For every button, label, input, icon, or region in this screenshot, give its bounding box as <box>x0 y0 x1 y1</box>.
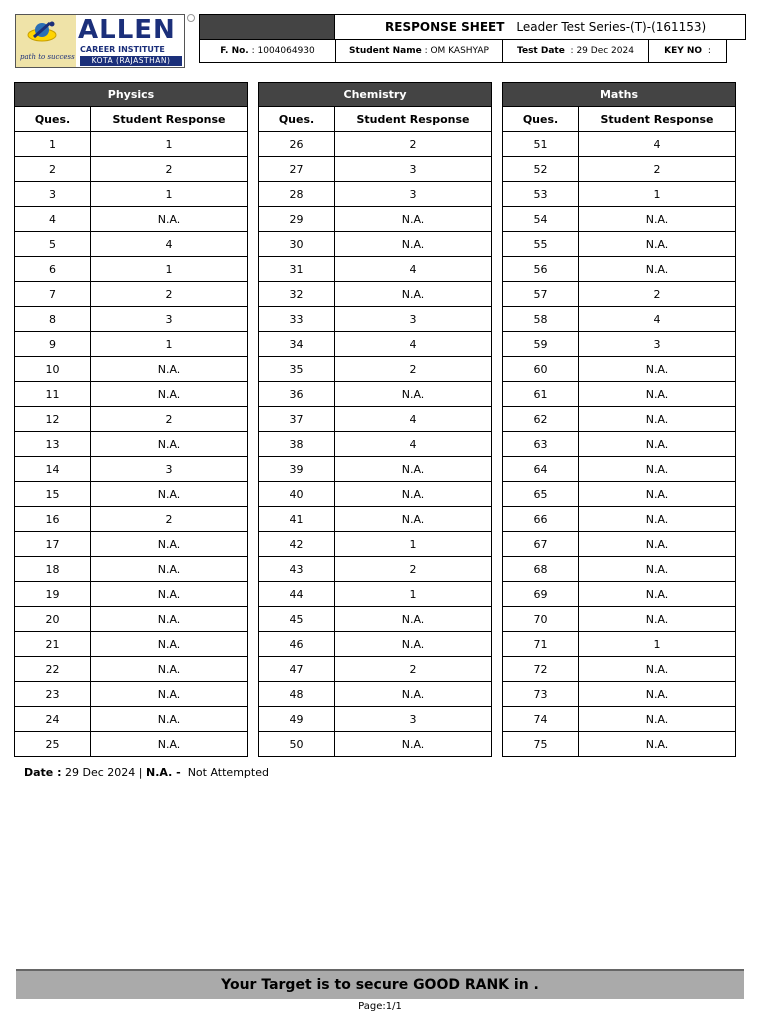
table-row <box>503 232 736 257</box>
student-response: N.A. <box>579 707 736 732</box>
table-row <box>259 682 492 707</box>
question-number: 71 <box>503 632 579 657</box>
student-response: N.A. <box>579 232 736 257</box>
question-number: 15 <box>15 482 91 507</box>
question-number: 72 <box>503 657 579 682</box>
student-response: N.A. <box>579 407 736 432</box>
response-header: Student Response <box>579 107 736 132</box>
table-row <box>503 607 736 632</box>
student-response: N.A. <box>335 732 492 757</box>
header-info-row <box>199 40 727 63</box>
student-response: 4 <box>579 132 736 157</box>
student-response: 4 <box>91 232 248 257</box>
student-response: 2 <box>335 557 492 582</box>
student-response: 2 <box>335 132 492 157</box>
table-row <box>15 232 248 257</box>
ques-header: Ques. <box>15 107 91 132</box>
question-number: 65 <box>503 482 579 507</box>
subject-title: Maths <box>503 83 736 107</box>
question-number: 27 <box>259 157 335 182</box>
student-response: N.A. <box>579 382 736 407</box>
question-number: 56 <box>503 257 579 282</box>
table-row <box>259 607 492 632</box>
student-response: N.A. <box>91 357 248 382</box>
student-response: 1 <box>335 582 492 607</box>
question-number: 47 <box>259 657 335 682</box>
legend-date: 29 Dec 2024 <box>65 766 136 779</box>
table-row <box>259 582 492 607</box>
footer-banner: Your Target is to secure GOOD RANK in . <box>16 971 744 999</box>
table-row <box>503 582 736 607</box>
table-row <box>259 382 492 407</box>
student-response: 4 <box>335 332 492 357</box>
table-row <box>15 482 248 507</box>
question-number: 19 <box>15 582 91 607</box>
table-row <box>15 282 248 307</box>
question-number: 21 <box>15 632 91 657</box>
table-row <box>15 582 248 607</box>
table-row <box>259 232 492 257</box>
question-number: 44 <box>259 582 335 607</box>
question-number: 58 <box>503 307 579 332</box>
table-row <box>503 707 736 732</box>
table-row <box>259 732 492 757</box>
table-row <box>503 457 736 482</box>
table-row <box>259 482 492 507</box>
question-number: 51 <box>503 132 579 157</box>
student-response: N.A. <box>335 232 492 257</box>
table-row <box>15 732 248 757</box>
question-number: 2 <box>15 157 91 182</box>
question-number: 32 <box>259 282 335 307</box>
question-number: 11 <box>15 382 91 407</box>
question-number: 4 <box>15 207 91 232</box>
question-number: 25 <box>15 732 91 757</box>
table-row <box>503 257 736 282</box>
ques-header: Ques. <box>259 107 335 132</box>
table-row <box>259 207 492 232</box>
student-response: N.A. <box>579 207 736 232</box>
student-response: 2 <box>91 407 248 432</box>
table-row <box>259 457 492 482</box>
question-number: 52 <box>503 157 579 182</box>
table-row <box>259 707 492 732</box>
table-row <box>15 382 248 407</box>
student-response: 2 <box>91 157 248 182</box>
table-row <box>259 257 492 282</box>
key-no-cell: KEY NO : <box>649 40 727 63</box>
question-number: 29 <box>259 207 335 232</box>
table-row <box>503 182 736 207</box>
student-response: 2 <box>579 282 736 307</box>
student-response: N.A. <box>335 682 492 707</box>
table-row <box>15 707 248 732</box>
student-response: N.A. <box>579 432 736 457</box>
question-number: 10 <box>15 357 91 382</box>
question-number: 66 <box>503 507 579 532</box>
table-row <box>15 182 248 207</box>
sheet-title: RESPONSE SHEET <box>385 20 505 34</box>
student-response: N.A. <box>91 732 248 757</box>
student-response: 2 <box>91 507 248 532</box>
table-row <box>503 157 736 182</box>
table-row <box>259 282 492 307</box>
student-response: 4 <box>335 432 492 457</box>
form-no-cell: F. No. : 1004064930 <box>199 40 336 63</box>
question-number: 54 <box>503 207 579 232</box>
student-response: N.A. <box>335 282 492 307</box>
student-response: 2 <box>335 357 492 382</box>
student-response: 1 <box>579 182 736 207</box>
question-number: 34 <box>259 332 335 357</box>
ques-header: Ques. <box>503 107 579 132</box>
table-row <box>503 532 736 557</box>
student-name-label: Student Name <box>349 46 422 56</box>
student-response: 1 <box>91 132 248 157</box>
student-response: N.A. <box>579 482 736 507</box>
table-row <box>15 132 248 157</box>
question-number: 9 <box>15 332 91 357</box>
student-response: N.A. <box>335 382 492 407</box>
maths-table <box>502 82 736 757</box>
student-response: 4 <box>335 257 492 282</box>
student-response: 3 <box>91 307 248 332</box>
table-row <box>15 257 248 282</box>
question-number: 50 <box>259 732 335 757</box>
student-name-value: OM KASHYAP <box>430 46 489 56</box>
table-row <box>259 432 492 457</box>
question-number: 18 <box>15 557 91 582</box>
table-row <box>15 657 248 682</box>
question-number: 30 <box>259 232 335 257</box>
table-row <box>259 182 492 207</box>
logo-location: KOTA (RAJASTHAN) <box>80 56 182 66</box>
ring-icon <box>187 14 195 22</box>
question-number: 49 <box>259 707 335 732</box>
table-row <box>259 332 492 357</box>
question-number: 23 <box>15 682 91 707</box>
table-row <box>259 157 492 182</box>
table-row <box>15 457 248 482</box>
table-row <box>15 332 248 357</box>
table-row <box>503 557 736 582</box>
table-row <box>503 282 736 307</box>
student-response: 3 <box>579 332 736 357</box>
table-row <box>503 507 736 532</box>
question-number: 63 <box>503 432 579 457</box>
table-row <box>259 557 492 582</box>
legend <box>24 766 269 779</box>
question-number: 45 <box>259 607 335 632</box>
question-number: 22 <box>15 657 91 682</box>
student-response: N.A. <box>91 557 248 582</box>
question-number: 61 <box>503 382 579 407</box>
student-response: N.A. <box>91 707 248 732</box>
question-number: 70 <box>503 607 579 632</box>
response-header: Student Response <box>91 107 248 132</box>
student-response: N.A. <box>91 532 248 557</box>
student-response: N.A. <box>335 507 492 532</box>
table-row <box>15 207 248 232</box>
question-number: 73 <box>503 682 579 707</box>
question-number: 8 <box>15 307 91 332</box>
question-number: 41 <box>259 507 335 532</box>
question-number: 75 <box>503 732 579 757</box>
question-number: 14 <box>15 457 91 482</box>
question-number: 33 <box>259 307 335 332</box>
question-number: 1 <box>15 132 91 157</box>
table-row <box>503 432 736 457</box>
student-name-cell: Student Name : OM KASHYAP <box>336 40 503 63</box>
table-row <box>15 532 248 557</box>
subject-title: Physics <box>15 83 248 107</box>
student-response: 3 <box>335 707 492 732</box>
student-response: 2 <box>335 657 492 682</box>
table-row <box>15 632 248 657</box>
question-number: 64 <box>503 457 579 482</box>
question-number: 37 <box>259 407 335 432</box>
question-number: 20 <box>15 607 91 632</box>
question-number: 5 <box>15 232 91 257</box>
table-row <box>259 657 492 682</box>
student-response: 1 <box>91 332 248 357</box>
table-row <box>259 532 492 557</box>
student-response: N.A. <box>335 457 492 482</box>
student-response: 2 <box>579 157 736 182</box>
question-number: 24 <box>15 707 91 732</box>
table-row <box>259 407 492 432</box>
table-row <box>15 607 248 632</box>
question-number: 46 <box>259 632 335 657</box>
chemistry-table <box>258 82 492 757</box>
student-response: N.A. <box>579 557 736 582</box>
question-number: 40 <box>259 482 335 507</box>
question-number: 59 <box>503 332 579 357</box>
student-response: N.A. <box>91 432 248 457</box>
student-response: 2 <box>91 282 248 307</box>
table-row <box>15 157 248 182</box>
student-response: N.A. <box>579 582 736 607</box>
student-response: N.A. <box>579 732 736 757</box>
question-number: 13 <box>15 432 91 457</box>
table-row <box>15 507 248 532</box>
table-row <box>15 357 248 382</box>
logo-name: ALLEN <box>78 15 176 45</box>
student-response: N.A. <box>579 682 736 707</box>
table-row <box>259 507 492 532</box>
allen-logo <box>15 14 185 68</box>
table-row <box>503 332 736 357</box>
student-response: N.A. <box>91 482 248 507</box>
question-number: 38 <box>259 432 335 457</box>
header-title <box>335 14 746 40</box>
student-response: N.A. <box>91 682 248 707</box>
table-row <box>15 432 248 457</box>
question-number: 53 <box>503 182 579 207</box>
table-row <box>503 657 736 682</box>
logo-emblem <box>16 15 76 67</box>
student-response: N.A. <box>579 507 736 532</box>
table-row <box>503 482 736 507</box>
table-row <box>503 132 736 157</box>
question-number: 42 <box>259 532 335 557</box>
question-number: 43 <box>259 557 335 582</box>
student-response: 1 <box>579 632 736 657</box>
question-number: 28 <box>259 182 335 207</box>
student-response: 1 <box>91 257 248 282</box>
question-number: 68 <box>503 557 579 582</box>
question-number: 12 <box>15 407 91 432</box>
student-response: N.A. <box>335 482 492 507</box>
student-response: N.A. <box>91 382 248 407</box>
table-row <box>503 382 736 407</box>
table-row <box>503 207 736 232</box>
question-number: 16 <box>15 507 91 532</box>
table-row <box>503 632 736 657</box>
student-response: 1 <box>335 532 492 557</box>
legend-na-text: Not Attempted <box>187 766 269 779</box>
student-response: N.A. <box>91 632 248 657</box>
logo-tagline: path to success <box>20 53 75 61</box>
student-response: N.A. <box>579 457 736 482</box>
table-row <box>503 682 736 707</box>
student-response: 3 <box>335 307 492 332</box>
question-number: 60 <box>503 357 579 382</box>
question-number: 36 <box>259 382 335 407</box>
student-response: N.A. <box>579 357 736 382</box>
test-date-cell: Test Date : 29 Dec 2024 <box>503 40 649 63</box>
question-number: 17 <box>15 532 91 557</box>
table-row <box>503 732 736 757</box>
question-number: 35 <box>259 357 335 382</box>
legend-date-label: Date : <box>24 766 62 779</box>
student-response: 4 <box>335 407 492 432</box>
legend-separator: | <box>138 766 143 779</box>
student-response: N.A. <box>579 657 736 682</box>
key-no-label: KEY NO <box>664 46 703 56</box>
table-row <box>259 357 492 382</box>
student-response: N.A. <box>335 607 492 632</box>
question-number: 26 <box>259 132 335 157</box>
question-number: 7 <box>15 282 91 307</box>
physics-table <box>14 82 248 757</box>
test-date-value: 29 Dec 2024 <box>576 46 634 56</box>
student-response: N.A. <box>91 607 248 632</box>
table-row <box>15 682 248 707</box>
table-row <box>503 407 736 432</box>
response-header: Student Response <box>335 107 492 132</box>
table-row <box>259 307 492 332</box>
question-number: 31 <box>259 257 335 282</box>
student-response: N.A. <box>335 207 492 232</box>
question-number: 55 <box>503 232 579 257</box>
table-row <box>15 307 248 332</box>
student-response: N.A. <box>91 582 248 607</box>
student-response: 3 <box>91 457 248 482</box>
form-no-value: 1004064930 <box>257 46 315 56</box>
table-row <box>503 307 736 332</box>
student-response: N.A. <box>91 207 248 232</box>
student-response: N.A. <box>91 657 248 682</box>
legend-na-label: N.A. - <box>146 766 181 779</box>
logo-subtitle: CAREER INSTITUTE <box>80 45 165 54</box>
table-row <box>15 407 248 432</box>
question-number: 74 <box>503 707 579 732</box>
student-response: 3 <box>335 157 492 182</box>
student-response: 3 <box>335 182 492 207</box>
table-row <box>15 557 248 582</box>
header-dark-block <box>199 14 335 40</box>
question-number: 6 <box>15 257 91 282</box>
question-number: 39 <box>259 457 335 482</box>
student-response: N.A. <box>335 632 492 657</box>
table-row <box>259 132 492 157</box>
page-number: Page:1/1 <box>358 1001 402 1012</box>
student-response: N.A. <box>579 532 736 557</box>
form-no-label: F. No. <box>220 46 249 56</box>
test-name: Leader Test Series-(T)-(161153) <box>516 20 707 34</box>
table-row <box>503 357 736 382</box>
student-response: N.A. <box>579 257 736 282</box>
student-response: 1 <box>91 182 248 207</box>
student-response: 4 <box>579 307 736 332</box>
question-number: 57 <box>503 282 579 307</box>
question-number: 3 <box>15 182 91 207</box>
question-number: 67 <box>503 532 579 557</box>
question-number: 69 <box>503 582 579 607</box>
test-date-label: Test Date <box>517 46 565 56</box>
question-number: 48 <box>259 682 335 707</box>
question-number: 62 <box>503 407 579 432</box>
table-row <box>259 632 492 657</box>
student-response: N.A. <box>579 607 736 632</box>
subject-title: Chemistry <box>259 83 492 107</box>
